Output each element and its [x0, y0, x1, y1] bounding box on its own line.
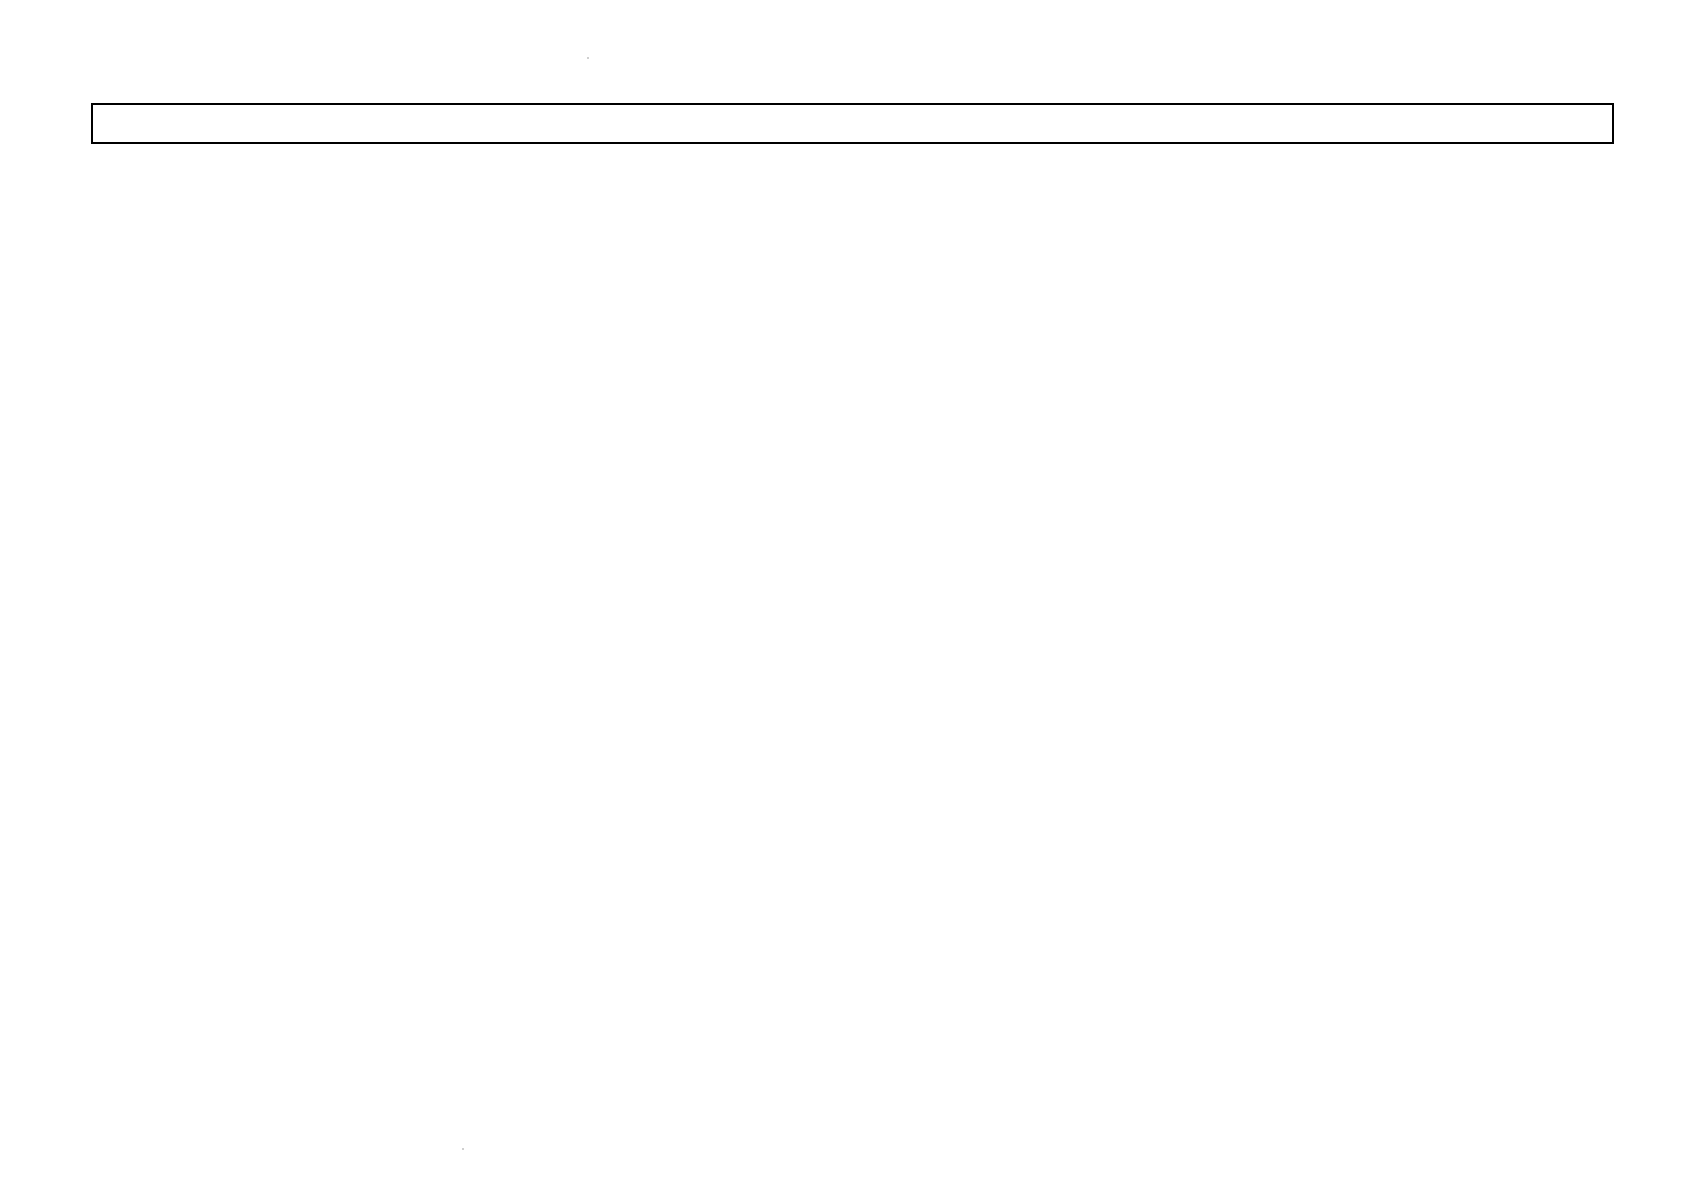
- budget-table: [91, 103, 1614, 144]
- scan-speck: [587, 57, 589, 59]
- scan-speck: [462, 1148, 464, 1150]
- header-row: [92, 104, 1613, 143]
